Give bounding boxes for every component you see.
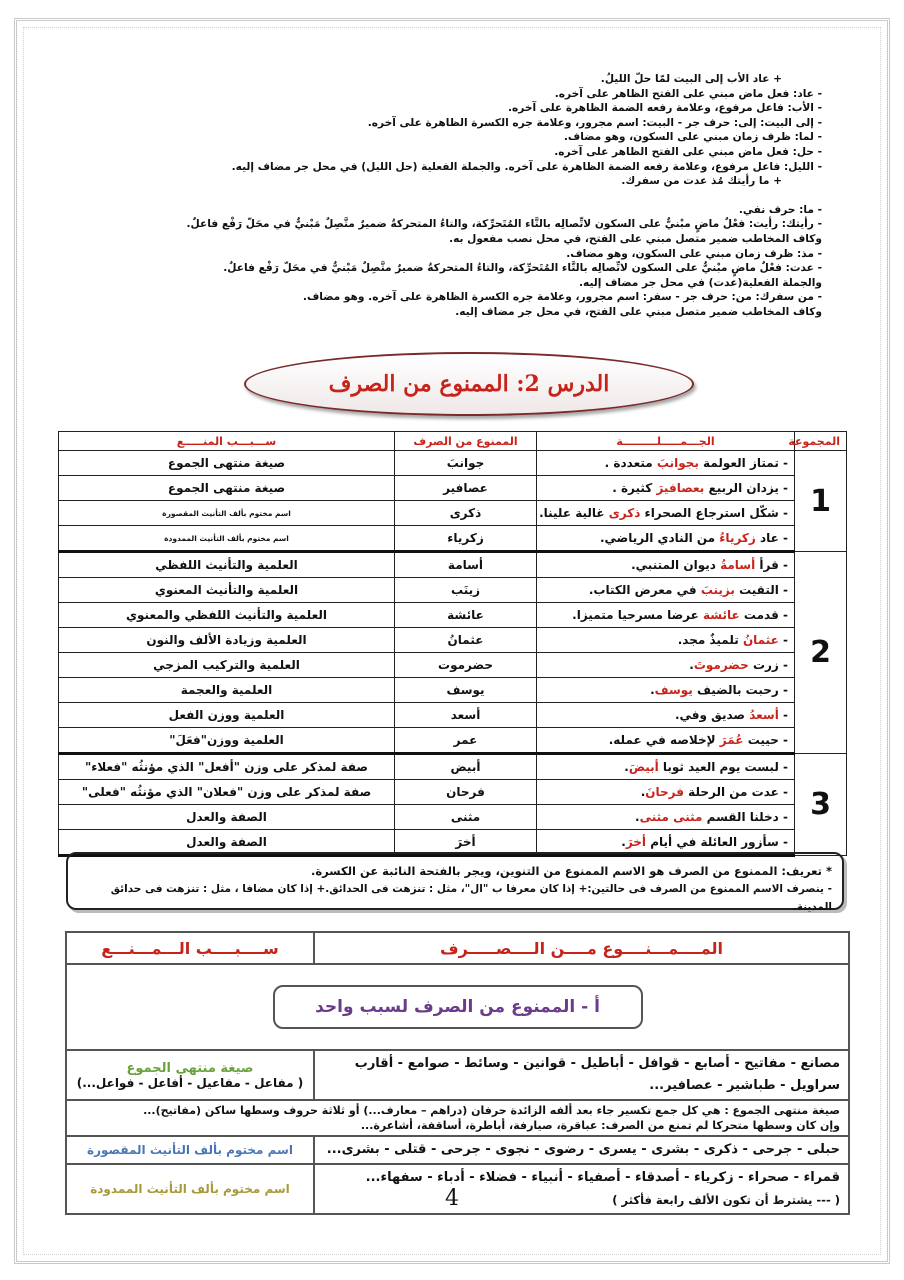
sentence-text: - رحبت بالضيف [692,683,788,697]
examples-table [58,431,847,857]
highlighted-word: حضرموتَ [693,658,749,672]
note-line: - لما: ظرف زمان مبني على السكون، وهو مضاف. [563,131,822,144]
table-row [59,552,847,578]
note-line: - الليل: فاعل مرفوع، وعلامة رفعه الضمة الظاهرة على آخره. والجملة الفعلية (حل الليل) في محل جر مضاف إليه. [231,160,822,173]
highlighted-word: زكرياءُ [719,531,756,545]
note-line: - مذ: ظرف زمان مبني على السكون، وهو مضاف. [566,247,822,260]
forbidden-word: زينَب [395,578,537,603]
forbidden-word: أخرَ [395,830,537,856]
example-sentence [537,603,795,628]
table-row [59,728,847,754]
table-row [59,678,847,703]
header-sentence: الجـــمـــــلـــــــــة [537,432,795,451]
table-row [59,780,847,805]
header-reason: ســـبـــب المنـــــع [59,432,395,451]
rules-row2-note2: وإن كان وسطها متحركا لم تمنع من الصرف: عباقرة، صيارفة، أباطرة، أساقفة، أشاعرة... [360,1119,840,1132]
sentence-text: - حييت [743,733,788,747]
example-sentence [537,728,795,754]
forbidden-word: يوسف [395,678,537,703]
note-line: - عدت: فعْلٌ ماضٍ مبْنيٌّ على السكون لاتِّصالِه بالتَّاء المُتَحرِّكة، والتاءُ المتحركةُ ضميرٌ متَّصِلٌ مَبْنيٌّ في محَلّ رَفْع فاعلٌ. [223,262,822,275]
reason-cell: اسم مختوم بألف التأنيث الممدودة [59,526,395,552]
sentence-text: - سأزور العائلة في أيام [646,835,788,849]
forbidden-word: أسامة [395,552,537,578]
group-number: 1 [795,451,847,552]
reason-cell: العلمية ووزن الفعل [59,703,395,728]
forbidden-word: حضرموت [395,653,537,678]
highlighted-word: فرحانَ [645,785,684,799]
sentence-text: - [778,633,788,647]
highlighted-word: بجوانبَ [656,456,699,470]
forbidden-word: عثمانُ [395,628,537,653]
forbidden-word: جوانبَ [395,451,537,476]
rules-row1-examples: مصانع - مفاتيح - أصابع - قوافل - أباطيل - قوانين - وسائط - صوامع - أقارب سراويل - طباشير - عصافير... [314,1050,849,1100]
example-sentence [537,451,795,476]
reason-cell: صفة لمذكر على وزن "فعلان" الذي مؤنثُه "فعلى" [59,780,395,805]
example-sentence [537,653,795,678]
header-word: الممنوع من الصرف [395,432,537,451]
example-sentence [537,552,795,578]
highlighted-word: بزينبَ [700,583,735,597]
highlighted-word: عثمانُ [742,633,779,647]
table-row [59,754,847,780]
forbidden-word: عصافير [395,476,537,501]
sentence-text: . [635,810,640,824]
highlighted-word: أبيضَ [628,760,659,774]
note-line: - الأب: فاعل مرفوع، وعلامة رفعه الضمة الظاهرة على آخره. [508,102,822,115]
note-line: - ما: حرف نفي. [738,203,822,216]
sentence-text: - التقيت [734,583,788,597]
reason-cell: العلمية والعجمة [59,678,395,703]
sentence-text: . [650,683,655,697]
sentence-text: - [778,708,788,722]
table-row [59,451,847,476]
table-row [59,476,847,501]
sentence-text: . [621,835,626,849]
sentence-text: . [624,760,629,774]
example-sentence [537,780,795,805]
rules-row3-reason: اسم مختوم بألف التأنيث المقصورة [66,1136,314,1164]
reason-cell: العلمية والتأنيث المعنوي [59,578,395,603]
rules-row1-reason: صيغة منتهى الجموع [126,1060,254,1076]
lesson-title: الدرس 2: الممنوع من الصرف [328,371,610,397]
note-line: وكاف المخاطب ضمير متصل مبني على الفتح، في محل جر مضاف إليه. [455,305,822,318]
reason-cell: العلمية وزيادة الألف والنون [59,628,395,653]
sentence-text: - تمتاز العولمة [698,456,788,470]
example-sentence [537,678,795,703]
sentence-text: ديوان المتنبي. [631,558,721,572]
rules-table [65,931,850,1215]
rules-header-forbidden: المــــمـــنــــوع مــــن الــــصـــــرف [314,932,849,964]
note-line: وكاف المخاطب ضمير متصل مبني على الفتح، في محل نصب مفعول به. [449,232,822,245]
note-line: - حل: فعل ماض مبني على الفتح الظاهر على آخره. [554,145,822,158]
table-row [59,526,847,552]
reason-cell: العلمية ووزن"فعَلَ" [59,728,395,754]
forbidden-word: فرحان [395,780,537,805]
highlighted-word: عُمَرَ [719,733,744,747]
note-line: - إلى البيت: إلى: حرف جر - البيت: اسم مجرور، وعلامة جره الكسرة الظاهرة على آخره. [367,116,822,129]
reason-cell: العلمية والتركيب المزجي [59,653,395,678]
sentence-text: - قدمت [739,608,788,622]
sentence-text: صديق وفي. [674,708,750,722]
forbidden-word: ذكرى [395,501,537,526]
reason-cell: العلمية والتأنيث اللفظي والمعنوي [59,603,395,628]
rules-row1-patterns: ( مفاعل - مفاعيل - أفاعل - فواعل...) [76,1075,304,1090]
example-sentence [537,628,795,653]
note-line [92,189,822,203]
example-sentence [537,526,795,552]
highlighted-word: ذكرى [608,506,641,520]
definition-exceptions: - ينصرف الاسم الممنوع من الصرف فى حالتين:+ إذا كان معرفا ب "ال"، مثل : تنزهت فى الحدائق.+ إذا كان مضافا ، مثل : تنزهت فى حدائق المدينة. [110,883,832,913]
rules-row3-examples: حبلى - جرحى - ذكرى - بشرى - يسرى - رضوى - نجوى - جرحى - قتلى - بشرى... [314,1136,849,1164]
sentence-text: من النادي الرياضي. [599,531,720,545]
table-row [59,628,847,653]
rules-row4-examples: قمراء - صحراء - زكرياء - أصدقاء - أصفياء - أنبياء - فضلاء - أدباء - سفهاء... [365,1170,840,1185]
sentence-text: - عاد [755,531,788,545]
highlighted-word: عائشة [703,608,740,622]
rules-row2-note: صيغة منتهى الجموع : هي كل جمع تكسير جاء بعد ألفه الزائدة حرفان (دراهم – معارف...) أو ثلاثة حروف وسطها ساكن (مفاتيح)... [143,1104,840,1117]
sentence-text: في معرض الكتاب. [588,583,701,597]
sentence-text: . [640,785,646,799]
sentence-text: كثيرة . [612,481,657,495]
forbidden-word: مثنى [395,805,537,830]
reason-cell: الصفة والعدل [59,805,395,830]
highlighted-word: أخرَ [625,835,647,849]
table-row [59,603,847,628]
example-sentence [537,703,795,728]
example-sentence [537,805,795,830]
sentence-text: تلميذٌ مجد. [677,633,743,647]
forbidden-word: أسعد [395,703,537,728]
note-line: + ما رأيتك مُذ عدت من سفرك. [621,175,782,188]
parsing-notes [92,72,822,320]
forbidden-word: عمر [395,728,537,754]
reason-cell: اسم مختوم بألف التأنيث المقصورة [59,501,395,526]
sentence-text: لإخلاصه في عمله. [608,733,720,747]
sentence-text: . [689,658,694,672]
sentence-text: - يزدان الربيع [704,481,788,495]
sentence-text: - قرأ [755,558,788,572]
page-number: 4 [445,1186,459,1211]
rules-subtitle: أ - الممنوع من الصرف لسبب واحد [273,985,643,1029]
example-sentence [537,476,795,501]
note-line: + عاد الأب إلى البيت لمّا حلّ الليلُ. [600,73,782,85]
note-line: - من سفرك: من: حرف جر - سفر: اسم مجرور، وعلامة جره الكسرة الظاهرة على آخره. وهو مضاف. [302,291,822,304]
table-row [59,501,847,526]
table-row [59,653,847,678]
sentence-text: - شكّل استرجاع الصحراء [640,506,788,520]
note-line: والجملة الفعلية(عدت) في محل جر مضاف إليه. [579,276,822,289]
sentence-text: - دخلنا القسم [702,810,788,824]
sentence-text: غالية علينا. [539,506,609,520]
table-row [59,578,847,603]
example-sentence [537,501,795,526]
forbidden-word: عائشة [395,603,537,628]
reason-cell: صفة لمذكر على وزن "أفعل" الذي مؤنثُه "فعلاء" [59,754,395,780]
reason-cell: صيغة منتهى الجموع [59,451,395,476]
forbidden-word: أبيض [395,754,537,780]
sentence-text: - عدت من الرحلة [683,785,788,799]
rules-row4-condition: ( --- يشترط أن تكون الألف رابعة فأكثر ) [612,1193,840,1207]
reason-cell: الصفة والعدل [59,830,395,856]
table-row [59,703,847,728]
highlighted-word: بعصافيرَ [656,481,705,495]
highlighted-word: أسعدُ [749,708,779,722]
highlighted-word: يوسف [654,683,693,697]
definition-line: * تعريف: الممنوع من الصرف هو الاسم الممنوع من التنوين، ويجر بالفتحة النائبة عن الكسرة. [311,864,832,878]
reason-cell: صيغة منتهى الجموع [59,476,395,501]
lesson-title-banner [244,352,694,416]
group-number: 2 [795,552,847,754]
reason-cell: العلمية والتأنيث اللفظي [59,552,395,578]
note-line: - عاد: فعل ماض مبني على الفتح الظاهر على آخره. [554,87,822,100]
example-sentence [537,754,795,780]
highlighted-word: مثنى مثنى [639,810,703,824]
rules-row4-reason: اسم مختوم بألف التأنيث الممدودة [66,1164,314,1214]
sentence-text: متعددة . [604,456,657,470]
group-number: 3 [795,754,847,856]
sentence-text: - لبست يوم العيد ثوبا [658,760,788,774]
note-line: - رأيتك: رأيت: فعْلٌ ماضٍ مبْنيٌّ على السكون لاتِّصالِه بالتَّاء المُتَحرِّكة، والتاءُ المتحركةُ ضميرٌ متَّصِلٌ مَبْنيٌّ في محَلّ رَفْع فاعلٌ. [186,218,822,231]
rules-header-reason: ســــبــــب الـــمـــنـــع [66,932,314,964]
sentence-text: - زرت [748,658,788,672]
header-group: المجموعة [795,432,847,451]
table-row [59,805,847,830]
highlighted-word: أسامةُ [720,558,756,572]
sentence-text: عرضا مسرحيا متميزا. [572,608,704,622]
example-sentence [537,578,795,603]
forbidden-word: زكرياء [395,526,537,552]
definition-box [66,852,844,913]
